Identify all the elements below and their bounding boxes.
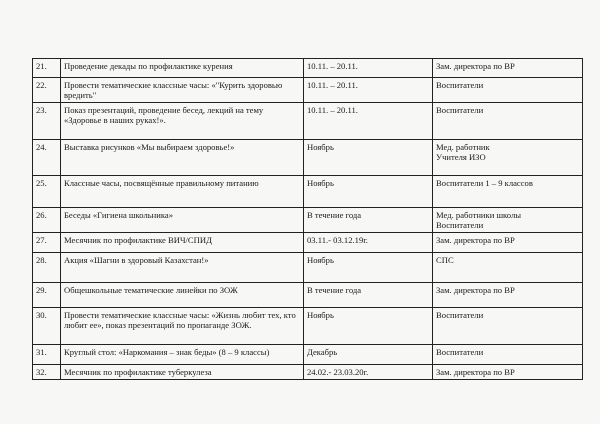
table-row xyxy=(33,78,583,103)
responsible-cell xyxy=(433,78,583,103)
event-cell: Акция «Шагни в здоровый Казахстан!» xyxy=(61,253,304,283)
event-cell: Провести тематические классные часы: «"Курить здоровью вредить" xyxy=(61,78,304,103)
row-number: 31. xyxy=(33,345,61,365)
responsible-line: Воспитатели xyxy=(436,310,484,320)
row-number: 32. xyxy=(33,365,61,380)
responsible-cell xyxy=(433,365,583,380)
date-cell: Ноябрь xyxy=(304,308,433,345)
row-number: 21. xyxy=(33,59,61,78)
table-row xyxy=(33,233,583,253)
responsible-line: Воспитатели xyxy=(436,347,484,357)
table-row xyxy=(33,308,583,345)
responsible-cell xyxy=(433,208,583,233)
row-number: 29. xyxy=(33,283,61,308)
date-cell: 10.11. – 20.11. xyxy=(304,103,433,140)
table-row xyxy=(33,103,583,140)
date-cell: 10.11. – 20.11. xyxy=(304,59,433,78)
responsible-line: Воспитатели 1 – 9 классов xyxy=(436,178,533,188)
row-number: 27. xyxy=(33,233,61,253)
responsible-line: Зам. директора по ВР xyxy=(436,235,515,245)
date-cell: 10.11. – 20.11. xyxy=(304,78,433,103)
table-row xyxy=(33,59,583,78)
date-cell: 03.11.- 03.12.19г. xyxy=(304,233,433,253)
date-cell: В течение года xyxy=(304,208,433,233)
responsible-line: Зам. директора по ВР xyxy=(436,285,515,295)
responsible-line: Воспитатели xyxy=(436,220,484,230)
date-cell: 24.02.- 23.03.20г. xyxy=(304,365,433,380)
table-row xyxy=(33,208,583,233)
row-number: 30. xyxy=(33,308,61,345)
event-cell: Круглый стол: «Наркомания – знак беды» (8 – 9 классы) xyxy=(61,345,304,365)
table-row xyxy=(33,140,583,176)
date-cell: Декабрь xyxy=(304,345,433,365)
event-cell: Месячник по профилактике ВИЧ/СПИД xyxy=(61,233,304,253)
event-cell: Классные часы, посвящённые правильному питанию xyxy=(61,176,304,208)
event-cell: Проведение декады по профилактике курения xyxy=(61,59,304,78)
date-cell: Ноябрь xyxy=(304,253,433,283)
event-cell: Общешкольные тематические линейки по ЗОЖ xyxy=(61,283,304,308)
responsible-line: СПС xyxy=(436,255,454,265)
responsible-line: Зам. директора по ВР xyxy=(436,61,515,71)
event-cell: Показ презентаций, проведение бесед, лекций на тему «Здоровье в наших руках!». xyxy=(61,103,304,140)
row-number: 24. xyxy=(33,140,61,176)
responsible-cell xyxy=(433,59,583,78)
table-row xyxy=(33,253,583,283)
row-number: 26. xyxy=(33,208,61,233)
responsible-cell xyxy=(433,176,583,208)
responsible-cell xyxy=(433,103,583,140)
date-cell: Ноябрь xyxy=(304,176,433,208)
responsible-line: Воспитатели xyxy=(436,105,484,115)
row-number: 22. xyxy=(33,78,61,103)
responsible-line: Учителя ИЗО xyxy=(436,152,486,162)
event-cell: Месячник по профилактике туберкулеза xyxy=(61,365,304,380)
event-cell: Беседы «Гигиена школьника» xyxy=(61,208,304,233)
responsible-cell xyxy=(433,253,583,283)
table-row xyxy=(33,283,583,308)
event-cell: Выставка рисунков «Мы выбираем здоровье!» xyxy=(61,140,304,176)
date-cell: Ноябрь xyxy=(304,140,433,176)
responsible-line: Мед. работник xyxy=(436,142,490,152)
responsible-line: Зам. директора по ВР xyxy=(436,367,515,377)
row-number: 23. xyxy=(33,103,61,140)
responsible-cell xyxy=(433,283,583,308)
table-row xyxy=(33,365,583,380)
responsible-cell xyxy=(433,308,583,345)
responsible-cell xyxy=(433,345,583,365)
events-table xyxy=(32,58,583,380)
responsible-line: Мед. работники школы xyxy=(436,210,522,220)
row-number: 28. xyxy=(33,253,61,283)
event-cell: Провести тематические классные часы: «Жизнь любит тех, кто любит ее», показ презентаций по пропаганде ЗОЖ. xyxy=(61,308,304,345)
table-row xyxy=(33,176,583,208)
responsible-cell xyxy=(433,140,583,176)
date-cell: В течение года xyxy=(304,283,433,308)
responsible-line: Воспитатели xyxy=(436,80,484,90)
responsible-cell xyxy=(433,233,583,253)
table-row xyxy=(33,345,583,365)
row-number: 25. xyxy=(33,176,61,208)
